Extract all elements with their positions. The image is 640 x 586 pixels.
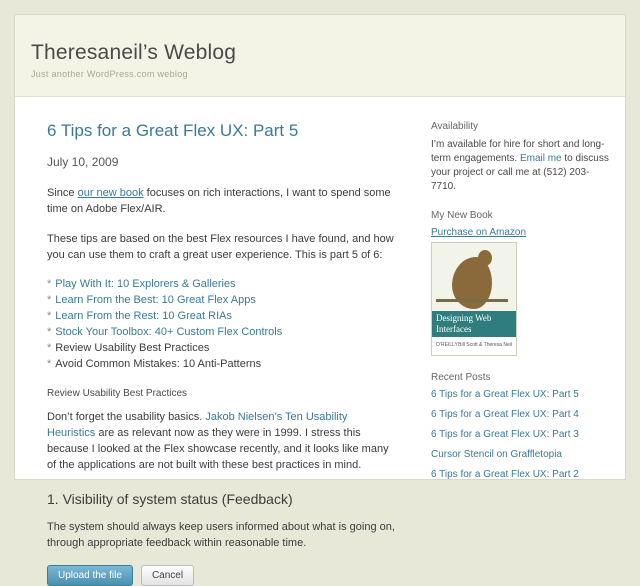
site-header	[15, 15, 625, 97]
list-item	[47, 341, 397, 356]
book-cover-footer	[432, 337, 516, 355]
bullet-star-icon: *	[47, 278, 52, 290]
recent-post-link-2[interactable]: 6 Tips for a Great Flex UX: Part 4	[431, 409, 579, 420]
tip-text-6: Avoid Common Mistakes: 10 Anti-Patterns	[55, 358, 262, 370]
book-cover-title: Designing Web Interfaces	[432, 311, 516, 337]
post-paragraph-2: These tips are based on the best Flex resources I have found, and how you can use them to craft a great user experience. This is part 5 of 6:	[47, 233, 394, 261]
branch-illustration-icon	[436, 299, 508, 302]
list-item	[47, 325, 397, 340]
tip-link-1[interactable]: Play With It: 10 Explorers & Galleries	[55, 278, 236, 290]
book-publisher: O’REILLY	[436, 342, 458, 348]
book-title: My New Book	[431, 210, 493, 221]
blog-title[interactable]: Theresaneil’s Weblog	[31, 41, 237, 64]
bullet-star-icon: *	[47, 294, 52, 306]
list-item	[47, 309, 397, 324]
availability-pre: I’m available for hire for short and long-term engagements.	[431, 139, 605, 164]
blog-tagline: Just another WordPress.com weblog	[31, 69, 188, 79]
post-paragraph-3	[47, 409, 397, 473]
para3-post: are as relevant now as they were in 1999. I stress this because I looked at the Flex showcase recently, and it looks like many of the applications are not built with these best practices in mind.	[47, 427, 389, 471]
cancel-button[interactable]: Cancel	[141, 565, 194, 586]
upload-file-button[interactable]: Upload the file	[47, 565, 133, 586]
list-item	[47, 277, 397, 292]
book-cover-image[interactable]	[431, 242, 517, 356]
availability-post: to discuss your project or call me at (512) 203-7710.	[431, 153, 609, 192]
availability-block	[431, 121, 611, 194]
recent-posts-block	[431, 372, 611, 480]
tips-list	[47, 277, 397, 372]
post-date: July 10, 2009	[47, 155, 119, 169]
main-content	[15, 97, 419, 586]
our-new-book-link[interactable]: our new book	[77, 187, 144, 199]
bullet-star-icon: *	[47, 326, 52, 338]
post-paragraph-4: The system should always keep users informed about what is going on, through appropriate feedback within reasonable time.	[47, 521, 395, 549]
section-heading-1: 1. Visibility of system status (Feedback)	[47, 491, 293, 507]
post-subheading: Review Usability Best Practices	[47, 388, 188, 399]
post-title[interactable]: 6 Tips for a Great Flex UX: Part 5	[47, 121, 299, 140]
bullet-star-icon: *	[47, 342, 52, 354]
email-me-link[interactable]: Email me	[519, 153, 562, 164]
body-wrapper	[15, 97, 625, 586]
recent-post-link-4[interactable]: Cursor Stencil on Graffletopia	[431, 449, 562, 460]
recent-posts-title: Recent Posts	[431, 372, 491, 383]
para1-pre: Since	[47, 187, 78, 199]
list-item	[47, 293, 397, 308]
purchase-on-amazon-link[interactable]: Purchase on Amazon	[431, 227, 527, 238]
recent-post-link-3[interactable]: 6 Tips for a Great Flex UX: Part 3	[431, 429, 579, 440]
recent-post-link-1[interactable]: 6 Tips for a Great Flex UX: Part 5	[431, 389, 579, 400]
tip-link-3[interactable]: Learn From the Rest: 10 Great RIAs	[55, 310, 232, 322]
page-container	[14, 14, 626, 581]
tip-link-2[interactable]: Learn From the Best: 10 Great Flex Apps	[55, 294, 256, 306]
book-authors: Bill Scott & Theresa Neil	[458, 342, 512, 348]
availability-text	[431, 138, 611, 194]
para3-pre: Don’t forget the usability basics.	[47, 411, 206, 423]
nielsen-heuristics-link[interactable]: Jakob Nielsen’s Ten Usability Heuristics	[47, 411, 348, 439]
availability-title: Availability	[431, 121, 479, 132]
tip-text-5: Review Usability Best Practices	[55, 342, 210, 354]
bullet-star-icon: *	[47, 310, 52, 322]
post-paragraph-1	[47, 185, 397, 217]
bullet-star-icon: *	[47, 358, 52, 370]
para1-post: focuses on rich interactions, I want to spend some time on Adobe Flex/AIR.	[47, 187, 391, 215]
button-row	[47, 565, 397, 586]
tip-link-4[interactable]: Stock Your Toolbox: 40+ Custom Flex Controls	[55, 326, 283, 338]
purchase-line	[431, 227, 611, 238]
book-block	[431, 210, 611, 356]
sidebar	[419, 97, 625, 586]
list-item	[47, 357, 397, 372]
recent-post-link-5[interactable]: 6 Tips for a Great Flex UX: Part 2	[431, 469, 579, 480]
